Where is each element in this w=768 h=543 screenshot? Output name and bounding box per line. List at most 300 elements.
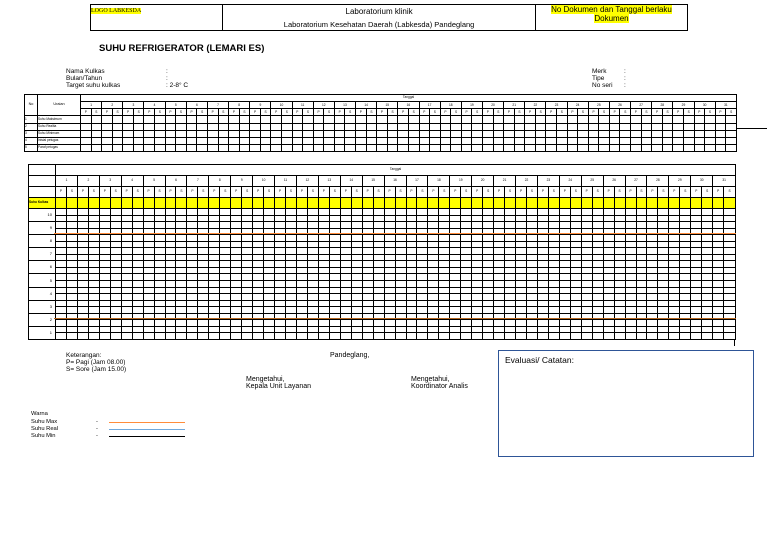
entry-cell[interactable] [408, 116, 419, 123]
entry-cell[interactable] [493, 144, 504, 151]
entry-cell[interactable] [557, 137, 568, 144]
entry-cell[interactable] [271, 137, 282, 144]
entry-cell[interactable] [123, 144, 134, 151]
grid-cell[interactable] [516, 333, 527, 340]
entry-cell[interactable] [631, 137, 642, 144]
entry-cell[interactable] [155, 144, 166, 151]
grid-cell[interactable] [417, 333, 428, 340]
entry-cell[interactable] [324, 116, 335, 123]
entry-cell[interactable] [493, 137, 504, 144]
entry-cell[interactable] [673, 130, 684, 137]
entry-cell[interactable] [578, 130, 589, 137]
grid-cell[interactable] [351, 333, 362, 340]
entry-cell[interactable] [239, 137, 250, 144]
entry-cell[interactable] [482, 144, 493, 151]
entry-cell[interactable] [493, 116, 504, 123]
entry-cell[interactable] [303, 130, 314, 137]
entry-cell[interactable] [91, 144, 102, 151]
entry-cell[interactable] [102, 123, 113, 130]
entry-cell[interactable] [620, 144, 631, 151]
grid-cell[interactable] [384, 333, 395, 340]
entry-cell[interactable] [271, 116, 282, 123]
grid-cell[interactable] [165, 333, 176, 340]
entry-cell[interactable] [303, 123, 314, 130]
entry-cell[interactable] [112, 116, 123, 123]
grid-cell[interactable] [461, 333, 472, 340]
entry-cell[interactable] [345, 123, 356, 130]
entry-cell[interactable] [504, 144, 515, 151]
entry-cell[interactable] [165, 116, 176, 123]
entry-cell[interactable] [546, 137, 557, 144]
entry-cell[interactable] [504, 123, 515, 130]
entry-cell[interactable] [419, 123, 430, 130]
entry-cell[interactable] [440, 123, 451, 130]
entry-cell[interactable] [451, 144, 462, 151]
entry-cell[interactable] [472, 130, 483, 137]
entry-cell[interactable] [123, 116, 134, 123]
grid-cell[interactable] [702, 333, 713, 340]
entry-cell[interactable] [408, 130, 419, 137]
grid-cell[interactable] [154, 333, 165, 340]
grid-cell[interactable] [428, 333, 439, 340]
entry-cell[interactable] [705, 130, 716, 137]
entry-cell[interactable] [662, 144, 673, 151]
entry-cell[interactable] [356, 123, 367, 130]
entry-cell[interactable] [525, 137, 536, 144]
entry-cell[interactable] [673, 144, 684, 151]
entry-cell[interactable] [165, 130, 176, 137]
grid-cell[interactable] [99, 333, 110, 340]
entry-cell[interactable] [239, 144, 250, 151]
entry-cell[interactable] [514, 123, 525, 130]
grid-cell[interactable] [121, 333, 132, 340]
entry-cell[interactable] [419, 116, 430, 123]
entry-cell[interactable] [144, 123, 155, 130]
entry-cell[interactable] [313, 130, 324, 137]
entry-cell[interactable] [535, 144, 546, 151]
entry-cell[interactable] [440, 144, 451, 151]
grid-cell[interactable] [264, 333, 275, 340]
entry-cell[interactable] [324, 137, 335, 144]
grid-cell[interactable] [77, 333, 88, 340]
entry-cell[interactable] [250, 116, 261, 123]
entry-cell[interactable] [123, 130, 134, 137]
entry-cell[interactable] [398, 123, 409, 130]
entry-cell[interactable] [281, 130, 292, 137]
entry-cell[interactable] [588, 137, 599, 144]
entry-cell[interactable] [313, 144, 324, 151]
entry-cell[interactable] [673, 137, 684, 144]
entry-cell[interactable] [398, 137, 409, 144]
grid-cell[interactable] [209, 333, 220, 340]
entry-cell[interactable] [186, 144, 197, 151]
entry-cell[interactable] [176, 130, 187, 137]
grid-cell[interactable] [669, 333, 680, 340]
entry-cell[interactable] [303, 144, 314, 151]
entry-cell[interactable] [387, 144, 398, 151]
grid-cell[interactable] [636, 333, 647, 340]
grid-cell[interactable] [406, 333, 417, 340]
entry-cell[interactable] [430, 123, 441, 130]
grid-cell[interactable] [625, 333, 636, 340]
entry-cell[interactable] [694, 144, 705, 151]
entry-cell[interactable] [631, 116, 642, 123]
entry-cell[interactable] [683, 116, 694, 123]
entry-cell[interactable] [281, 137, 292, 144]
entry-cell[interactable] [599, 137, 610, 144]
entry-cell[interactable] [155, 123, 166, 130]
entry-cell[interactable] [705, 137, 716, 144]
entry-cell[interactable] [726, 123, 737, 130]
entry-cell[interactable] [334, 137, 345, 144]
entry-cell[interactable] [281, 144, 292, 151]
grid-cell[interactable] [483, 333, 494, 340]
entry-cell[interactable] [652, 144, 663, 151]
entry-cell[interactable] [356, 144, 367, 151]
entry-cell[interactable] [102, 137, 113, 144]
entry-cell[interactable] [387, 130, 398, 137]
entry-cell[interactable] [197, 116, 208, 123]
grid-cell[interactable] [581, 333, 592, 340]
entry-cell[interactable] [229, 123, 240, 130]
entry-cell[interactable] [155, 137, 166, 144]
entry-cell[interactable] [641, 130, 652, 137]
entry-cell[interactable] [271, 123, 282, 130]
entry-cell[interactable] [387, 123, 398, 130]
entry-cell[interactable] [197, 130, 208, 137]
entry-cell[interactable] [715, 130, 726, 137]
grid-cell[interactable] [691, 333, 702, 340]
entry-cell[interactable] [683, 123, 694, 130]
entry-cell[interactable] [186, 116, 197, 123]
entry-cell[interactable] [726, 144, 737, 151]
entry-cell[interactable] [239, 123, 250, 130]
entry-cell[interactable] [578, 144, 589, 151]
entry-cell[interactable] [705, 144, 716, 151]
entry-cell[interactable] [588, 144, 599, 151]
entry-cell[interactable] [578, 137, 589, 144]
entry-cell[interactable] [662, 130, 673, 137]
entry-cell[interactable] [419, 130, 430, 137]
entry-cell[interactable] [324, 130, 335, 137]
entry-cell[interactable] [281, 116, 292, 123]
entry-cell[interactable] [229, 116, 240, 123]
grid-cell[interactable] [307, 333, 318, 340]
entry-cell[interactable] [239, 130, 250, 137]
entry-cell[interactable] [81, 116, 92, 123]
entry-cell[interactable] [186, 137, 197, 144]
entry-cell[interactable] [609, 144, 620, 151]
entry-cell[interactable] [546, 144, 557, 151]
grid-cell[interactable] [318, 333, 329, 340]
entry-cell[interactable] [123, 123, 134, 130]
entry-cell[interactable] [567, 137, 578, 144]
entry-cell[interactable] [430, 144, 441, 151]
entry-cell[interactable] [525, 123, 536, 130]
grid-cell[interactable] [713, 333, 724, 340]
entry-cell[interactable] [229, 130, 240, 137]
entry-cell[interactable] [620, 137, 631, 144]
grid-cell[interactable] [132, 333, 143, 340]
entry-cell[interactable] [292, 123, 303, 130]
entry-cell[interactable] [165, 123, 176, 130]
entry-cell[interactable] [419, 137, 430, 144]
entry-cell[interactable] [493, 130, 504, 137]
entry-cell[interactable] [356, 116, 367, 123]
entry-cell[interactable] [694, 123, 705, 130]
grid-cell[interactable] [275, 333, 286, 340]
entry-cell[interactable] [694, 137, 705, 144]
entry-cell[interactable] [377, 130, 388, 137]
entry-cell[interactable] [398, 116, 409, 123]
entry-cell[interactable] [514, 130, 525, 137]
entry-cell[interactable] [292, 137, 303, 144]
entry-cell[interactable] [472, 144, 483, 151]
entry-cell[interactable] [133, 123, 144, 130]
entry-cell[interactable] [694, 116, 705, 123]
entry-cell[interactable] [91, 123, 102, 130]
entry-cell[interactable] [229, 137, 240, 144]
entry-cell[interactable] [535, 130, 546, 137]
grid-cell[interactable] [439, 333, 450, 340]
entry-cell[interactable] [514, 137, 525, 144]
grid-cell[interactable] [647, 333, 658, 340]
entry-cell[interactable] [673, 123, 684, 130]
entry-cell[interactable] [715, 144, 726, 151]
entry-cell[interactable] [419, 144, 430, 151]
entry-cell[interactable] [641, 144, 652, 151]
entry-cell[interactable] [631, 144, 642, 151]
entry-cell[interactable] [387, 137, 398, 144]
entry-cell[interactable] [472, 137, 483, 144]
entry-cell[interactable] [620, 123, 631, 130]
entry-cell[interactable] [715, 137, 726, 144]
entry-cell[interactable] [292, 144, 303, 151]
entry-cell[interactable] [472, 116, 483, 123]
entry-cell[interactable] [726, 137, 737, 144]
entry-cell[interactable] [578, 116, 589, 123]
entry-cell[interactable] [525, 130, 536, 137]
grid-cell[interactable] [242, 333, 253, 340]
grid-cell[interactable] [548, 333, 559, 340]
entry-cell[interactable] [620, 116, 631, 123]
entry-cell[interactable] [440, 137, 451, 144]
entry-cell[interactable] [472, 123, 483, 130]
entry-cell[interactable] [451, 123, 462, 130]
grid-cell[interactable] [220, 333, 231, 340]
entry-cell[interactable] [683, 137, 694, 144]
grid-cell[interactable] [340, 333, 351, 340]
entry-cell[interactable] [535, 123, 546, 130]
entry-cell[interactable] [567, 130, 578, 137]
entry-cell[interactable] [91, 130, 102, 137]
entry-cell[interactable] [218, 137, 229, 144]
entry-cell[interactable] [144, 144, 155, 151]
entry-cell[interactable] [482, 137, 493, 144]
entry-cell[interactable] [504, 137, 515, 144]
entry-cell[interactable] [430, 137, 441, 144]
entry-cell[interactable] [377, 137, 388, 144]
entry-cell[interactable] [588, 123, 599, 130]
entry-cell[interactable] [652, 116, 663, 123]
entry-cell[interactable] [599, 144, 610, 151]
entry-cell[interactable] [546, 123, 557, 130]
grid-cell[interactable] [176, 333, 187, 340]
entry-cell[interactable] [631, 130, 642, 137]
entry-cell[interactable] [345, 130, 356, 137]
entry-cell[interactable] [271, 144, 282, 151]
entry-cell[interactable] [91, 116, 102, 123]
entry-cell[interactable] [599, 116, 610, 123]
entry-cell[interactable] [81, 130, 92, 137]
entry-cell[interactable] [207, 130, 218, 137]
entry-cell[interactable] [461, 144, 472, 151]
entry-cell[interactable] [599, 123, 610, 130]
entry-cell[interactable] [218, 123, 229, 130]
entry-cell[interactable] [493, 123, 504, 130]
grid-cell[interactable] [253, 333, 264, 340]
entry-cell[interactable] [144, 137, 155, 144]
entry-cell[interactable] [91, 137, 102, 144]
entry-cell[interactable] [292, 130, 303, 137]
entry-cell[interactable] [557, 144, 568, 151]
entry-cell[interactable] [144, 130, 155, 137]
entry-cell[interactable] [250, 123, 261, 130]
entry-cell[interactable] [250, 137, 261, 144]
grid-cell[interactable] [296, 333, 307, 340]
entry-cell[interactable] [207, 144, 218, 151]
entry-cell[interactable] [356, 137, 367, 144]
entry-cell[interactable] [144, 116, 155, 123]
entry-cell[interactable] [641, 137, 652, 144]
entry-cell[interactable] [197, 144, 208, 151]
entry-cell[interactable] [609, 123, 620, 130]
entry-cell[interactable] [609, 137, 620, 144]
entry-cell[interactable] [81, 144, 92, 151]
entry-cell[interactable] [313, 123, 324, 130]
entry-cell[interactable] [133, 116, 144, 123]
entry-cell[interactable] [260, 137, 271, 144]
entry-cell[interactable] [440, 116, 451, 123]
entry-cell[interactable] [546, 130, 557, 137]
entry-cell[interactable] [345, 137, 356, 144]
entry-cell[interactable] [324, 123, 335, 130]
entry-cell[interactable] [123, 137, 134, 144]
entry-cell[interactable] [133, 130, 144, 137]
entry-cell[interactable] [176, 144, 187, 151]
entry-cell[interactable] [176, 116, 187, 123]
entry-cell[interactable] [133, 144, 144, 151]
entry-cell[interactable] [408, 137, 419, 144]
entry-cell[interactable] [377, 116, 388, 123]
entry-cell[interactable] [652, 137, 663, 144]
entry-cell[interactable] [430, 116, 441, 123]
entry-cell[interactable] [366, 116, 377, 123]
entry-cell[interactable] [112, 130, 123, 137]
entry-cell[interactable] [366, 130, 377, 137]
entry-cell[interactable] [377, 123, 388, 130]
entry-cell[interactable] [81, 137, 92, 144]
entry-cell[interactable] [218, 144, 229, 151]
entry-cell[interactable] [260, 130, 271, 137]
grid-cell[interactable] [110, 333, 121, 340]
entry-cell[interactable] [292, 116, 303, 123]
entry-cell[interactable] [250, 130, 261, 137]
entry-cell[interactable] [546, 116, 557, 123]
grid-cell[interactable] [187, 333, 198, 340]
entry-cell[interactable] [652, 130, 663, 137]
grid-cell[interactable] [505, 333, 516, 340]
entry-cell[interactable] [102, 144, 113, 151]
grid-cell[interactable] [592, 333, 603, 340]
entry-cell[interactable] [366, 123, 377, 130]
entry-cell[interactable] [207, 123, 218, 130]
entry-cell[interactable] [81, 123, 92, 130]
entry-cell[interactable] [461, 137, 472, 144]
entry-cell[interactable] [451, 137, 462, 144]
entry-cell[interactable] [567, 123, 578, 130]
entry-cell[interactable] [461, 123, 472, 130]
entry-cell[interactable] [260, 144, 271, 151]
entry-cell[interactable] [514, 144, 525, 151]
entry-cell[interactable] [366, 137, 377, 144]
grid-cell[interactable] [658, 333, 669, 340]
entry-cell[interactable] [387, 116, 398, 123]
entry-cell[interactable] [334, 116, 345, 123]
entry-cell[interactable] [334, 123, 345, 130]
grid-cell[interactable] [395, 333, 406, 340]
entry-cell[interactable] [408, 123, 419, 130]
entry-cell[interactable] [303, 137, 314, 144]
entry-cell[interactable] [578, 123, 589, 130]
entry-cell[interactable] [599, 130, 610, 137]
entry-cell[interactable] [683, 144, 694, 151]
entry-cell[interactable] [334, 144, 345, 151]
entry-cell[interactable] [557, 130, 568, 137]
entry-cell[interactable] [451, 116, 462, 123]
grid-cell[interactable] [472, 333, 483, 340]
entry-cell[interactable] [176, 123, 187, 130]
entry-cell[interactable] [197, 123, 208, 130]
grid-cell[interactable] [494, 333, 505, 340]
entry-cell[interactable] [313, 116, 324, 123]
evaluasi-box[interactable] [498, 350, 754, 457]
entry-cell[interactable] [482, 116, 493, 123]
grid-cell[interactable] [362, 333, 373, 340]
entry-cell[interactable] [588, 116, 599, 123]
entry-cell[interactable] [377, 144, 388, 151]
grid-cell[interactable] [680, 333, 691, 340]
entry-cell[interactable] [535, 116, 546, 123]
entry-cell[interactable] [662, 137, 673, 144]
entry-cell[interactable] [281, 123, 292, 130]
entry-cell[interactable] [218, 116, 229, 123]
entry-cell[interactable] [398, 130, 409, 137]
entry-cell[interactable] [324, 144, 335, 151]
entry-cell[interactable] [609, 116, 620, 123]
entry-cell[interactable] [155, 116, 166, 123]
entry-cell[interactable] [186, 123, 197, 130]
entry-cell[interactable] [207, 116, 218, 123]
entry-cell[interactable] [567, 116, 578, 123]
entry-cell[interactable] [715, 123, 726, 130]
grid-cell[interactable] [537, 333, 548, 340]
entry-cell[interactable] [345, 144, 356, 151]
grid-cell[interactable] [143, 333, 154, 340]
entry-cell[interactable] [461, 130, 472, 137]
entry-cell[interactable] [673, 116, 684, 123]
entry-cell[interactable] [652, 123, 663, 130]
